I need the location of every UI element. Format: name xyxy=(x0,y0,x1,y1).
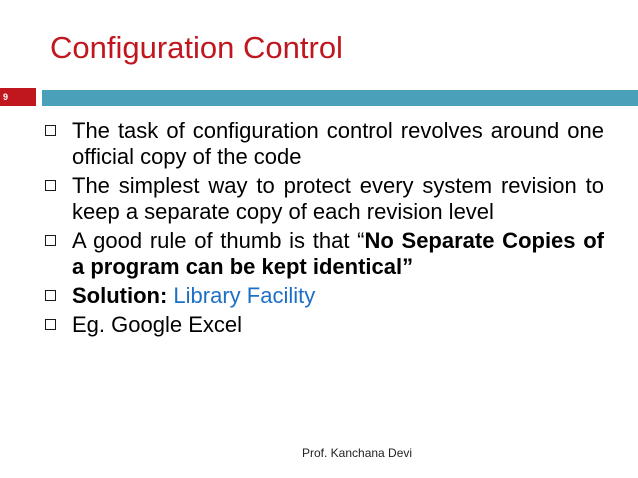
square-bullet-icon xyxy=(45,180,56,191)
slide-title: Configuration Control xyxy=(50,30,343,65)
bullet-text: A good rule of thumb is that “ xyxy=(72,228,365,253)
bullet-text: The task of configuration control revolves around one official copy of the code xyxy=(72,118,604,169)
title-divider-bar xyxy=(42,90,638,106)
bullet-bold-text: No Separate Copies of a program can be kept identical” xyxy=(72,228,605,279)
square-bullet-icon xyxy=(45,290,56,301)
square-bullet-icon xyxy=(45,235,56,246)
bullet-item xyxy=(44,173,604,225)
bullet-item xyxy=(44,118,604,170)
bullet-text: Eg. Google Excel xyxy=(72,312,242,337)
library-facility-text: Library Facility xyxy=(167,283,316,308)
bullet-text: The simplest way to protect every system revision to keep a separate copy of each revision level xyxy=(72,173,604,224)
bullet-list xyxy=(44,118,604,341)
slide-number-badge xyxy=(0,88,36,106)
bullet-item xyxy=(44,312,604,338)
slide-footer: Prof. Kanchana Devi xyxy=(302,446,413,460)
bullet-item xyxy=(44,283,604,309)
slide-number: 9 xyxy=(3,92,9,102)
square-bullet-icon xyxy=(45,319,56,330)
square-bullet-icon xyxy=(45,125,56,136)
bullet-bold-text: Solution: xyxy=(72,283,168,308)
bullet-item xyxy=(44,228,604,280)
